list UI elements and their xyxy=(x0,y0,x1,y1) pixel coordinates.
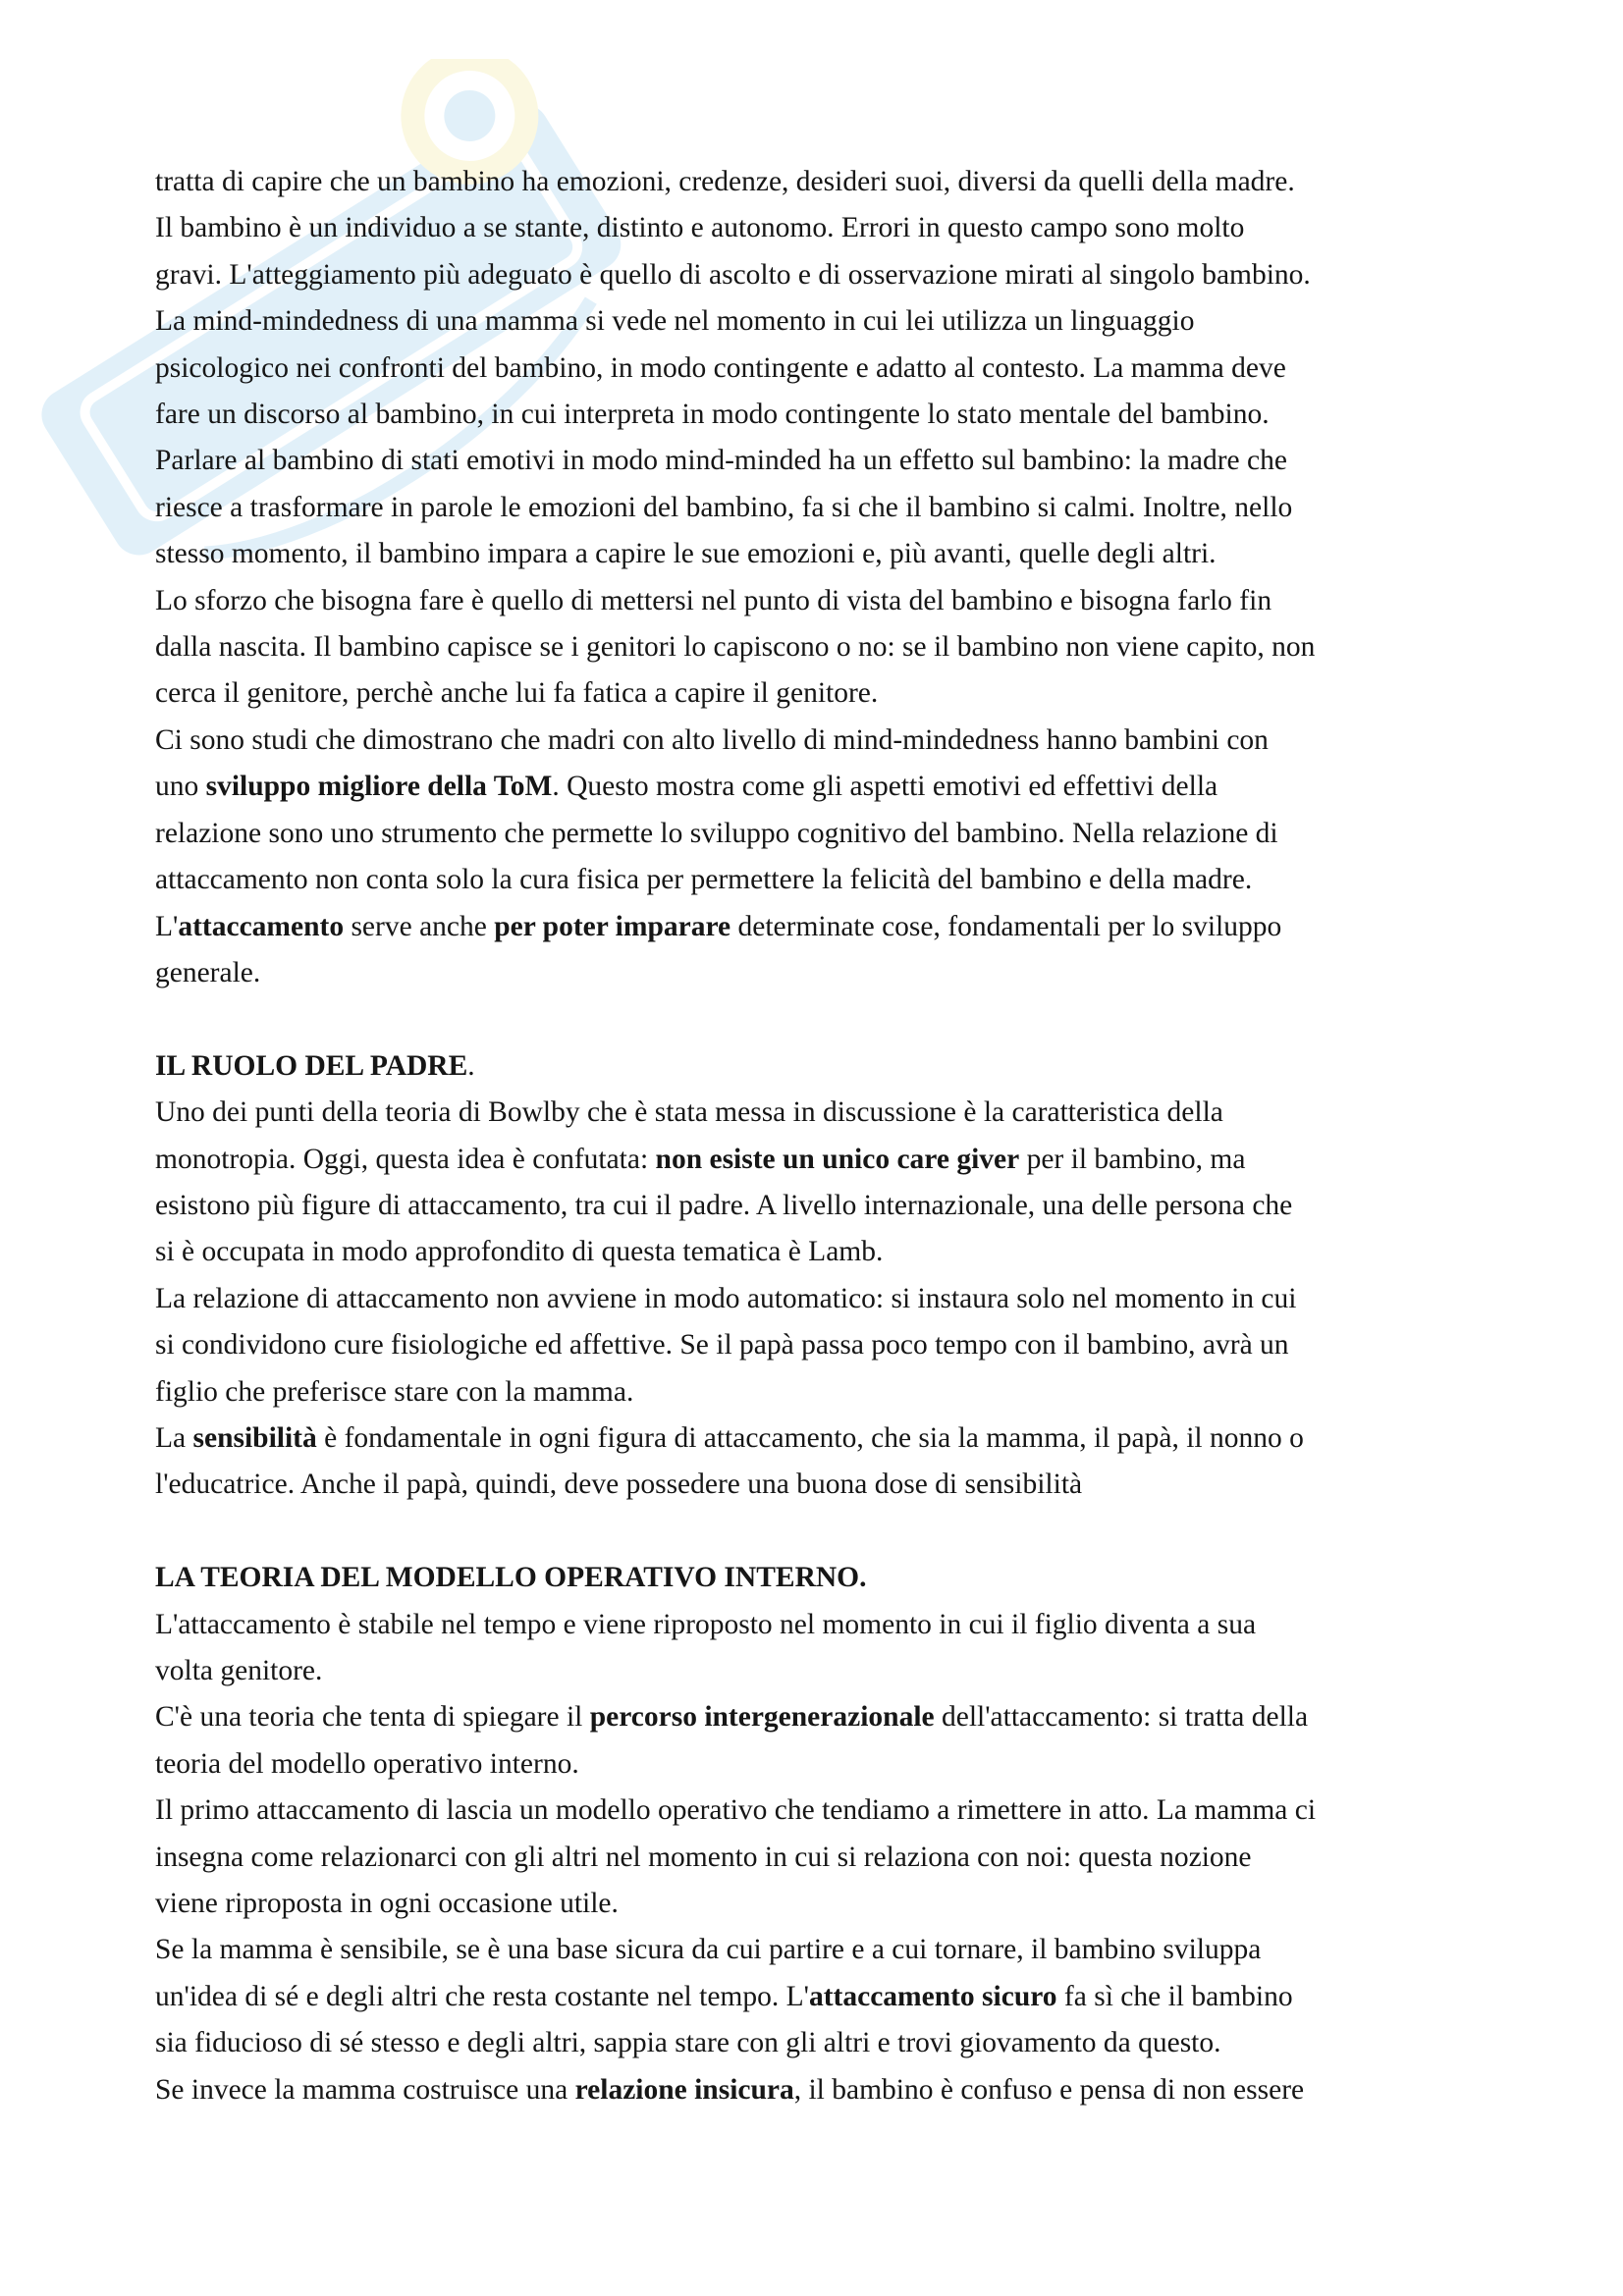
text-run: è fondamentale in ogni figura di attaccamento, che sia la mamma, il papà, il nonno o xyxy=(316,1421,1304,1454)
body-line: La mind-mindedness di una mamma si vede nel momento in cui lei utilizza un linguaggio xyxy=(155,305,1195,338)
heading-dot: . xyxy=(467,1049,475,1082)
body-line: Ci sono studi che dimostrano che madri con alto livello di mind-mindedness hanno bambini con xyxy=(155,723,1269,756)
body-line: Se la mamma è sensibile, se è una base sicura da cui partire e a cui tornare, il bambino sviluppa xyxy=(155,1934,1262,1966)
body-line: l'educatrice. Anche il papà, quindi, deve possedere una buona dose di sensibilità xyxy=(155,1468,1083,1501)
text-run: La xyxy=(155,1421,193,1454)
heading-text: LA TEORIA DEL MODELLO OPERATIVO INTERNO. xyxy=(155,1562,867,1594)
text-run: determinate cose, fondamentali per lo sviluppo xyxy=(730,910,1282,942)
heading-text: IL RUOLO DEL PADRE xyxy=(155,1049,468,1082)
bold-term: attaccamento sicuro xyxy=(808,1980,1057,2012)
text-run: un'idea di sé e degli altri che resta costante nel tempo. L' xyxy=(155,1980,809,2012)
body-line: si è occupata in modo approfondito di questa tematica è Lamb. xyxy=(155,1236,884,1268)
body-line: Lo sforzo che bisogna fare è quello di mettersi nel punto di vista del bambino e bisogna farlo fin xyxy=(155,584,1272,616)
bold-term: non esiste un unico care giver xyxy=(655,1143,1020,1175)
text-run: uno xyxy=(155,771,206,803)
bold-term: percorso intergenerazionale xyxy=(589,1701,935,1734)
body-line: Il bambino è un individuo a se stante, distinto e autonomo. Errori in questo campo sono molto xyxy=(155,212,1245,244)
text-run: fa sì che il bambino xyxy=(1056,1980,1293,2012)
document-page xyxy=(155,159,1486,2113)
body-line: viene riproposta in ogni occasione utile. xyxy=(155,1888,619,1919)
body-line: insegna come relazionarci con gli altri nel momento in cui si relaziona con noi: questa nozione xyxy=(155,1841,1252,1873)
section-heading xyxy=(155,1043,1486,1090)
body-line xyxy=(155,904,1486,950)
body-line: si condividono cure fisiologiche ed affettive. Se il papà passa poco tempo con il bambino, avrà un xyxy=(155,1329,1289,1362)
body-line: cerca il genitore, perchè anche lui fa fatica a capire il genitore. xyxy=(155,677,879,710)
body-line: teoria del modello operativo interno. xyxy=(155,1747,579,1780)
body-line xyxy=(155,1974,1486,2020)
body-line: psicologico nei confronti del bambino, in modo contingente e adatto al contesto. La mamma deve xyxy=(155,351,1286,384)
text-run: L' xyxy=(155,910,179,942)
section-heading xyxy=(155,1555,1486,1601)
body-line: stesso momento, il bambino impara a capire le sue emozioni e, più avanti, quelle degli altri. xyxy=(155,538,1217,570)
text-run: per il bambino, ma xyxy=(1019,1143,1246,1175)
body-line: L'attaccamento è stabile nel tempo e viene riproposto nel momento in cui il figlio diventa a sua xyxy=(155,1608,1257,1640)
bold-term: sensibilità xyxy=(192,1421,317,1454)
body-line: esistono più figure di attaccamento, tra cui il padre. A livello internazionale, una delle persona che xyxy=(155,1189,1293,1221)
body-line: dalla nascita. Il bambino capisce se i genitori lo capiscono o no: se il bambino non viene capito, non xyxy=(155,631,1316,664)
bold-term: relazione insicura xyxy=(574,2073,794,2106)
body-line: Uno dei punti della teoria di Bowlby che è stata messa in discussione è la caratteristica della xyxy=(155,1096,1223,1129)
bold-term: per poter imparare xyxy=(494,910,731,942)
body-line xyxy=(155,2067,1486,2113)
body-line: La relazione di attaccamento non avviene in modo automatico: si instaura solo nel momento in cui xyxy=(155,1282,1297,1314)
body-line: riesce a trasformare in parole le emozioni del bambino, fa si che il bambino si calmi. Inoltre, nello xyxy=(155,491,1293,523)
bold-term: attaccamento xyxy=(178,910,345,942)
text-run: , il bambino è confuso e pensa di non essere xyxy=(793,2073,1305,2106)
text-run: . Questo mostra come gli aspetti emotivi ed effettivi della xyxy=(552,771,1218,803)
body-line xyxy=(155,1415,1486,1462)
text-run: C'è una teoria che tenta di spiegare il xyxy=(155,1701,590,1734)
body-line: tratta di capire che un bambino ha emozioni, credenze, desideri suoi, diversi da quelli della madre. xyxy=(155,166,1295,197)
body-line: volta genitore. xyxy=(155,1654,323,1686)
body-line xyxy=(155,764,1486,810)
body-line: figlio che preferisce stare con la mamma. xyxy=(155,1375,634,1408)
text-run: Se invece la mamma costruisce una xyxy=(155,2073,575,2106)
body-line: generale. xyxy=(155,956,261,988)
body-line: attaccamento non conta solo la cura fisica per permettere la felicità del bambino e della madre. xyxy=(155,864,1253,896)
body-line: Parlare al bambino di stati emotivi in modo mind-minded ha un effetto sul bambino: la madre che xyxy=(155,445,1287,477)
text-run: monotropia. Oggi, questa idea è confutata: xyxy=(155,1143,656,1175)
body-line: fare un discorso al bambino, in cui interpreta in modo contingente lo stato mentale del bambino. xyxy=(155,399,1270,431)
body-line xyxy=(155,1694,1486,1740)
body-line: Il primo attaccamento di lascia un modello operativo che tendiamo a rimettere in atto. La mamma ci xyxy=(155,1794,1317,1827)
text-run: serve anche xyxy=(344,910,495,942)
bold-term: sviluppo migliore della ToM xyxy=(205,771,553,803)
body-line xyxy=(155,1137,1486,1183)
text-run: dell'attaccamento: si tratta della xyxy=(934,1701,1309,1734)
body-line: relazione sono uno strumento che permette lo sviluppo cognitivo del bambino. Nella relazione di xyxy=(155,817,1278,849)
body-line: gravi. L'atteggiamento più adeguato è quello di ascolto e di osservazione mirati al singolo bambino. xyxy=(155,258,1311,291)
body-line: sia fiducioso di sé stesso e degli altri, sappia stare con gli altri e trovi giovamento da questo. xyxy=(155,2027,1221,2059)
